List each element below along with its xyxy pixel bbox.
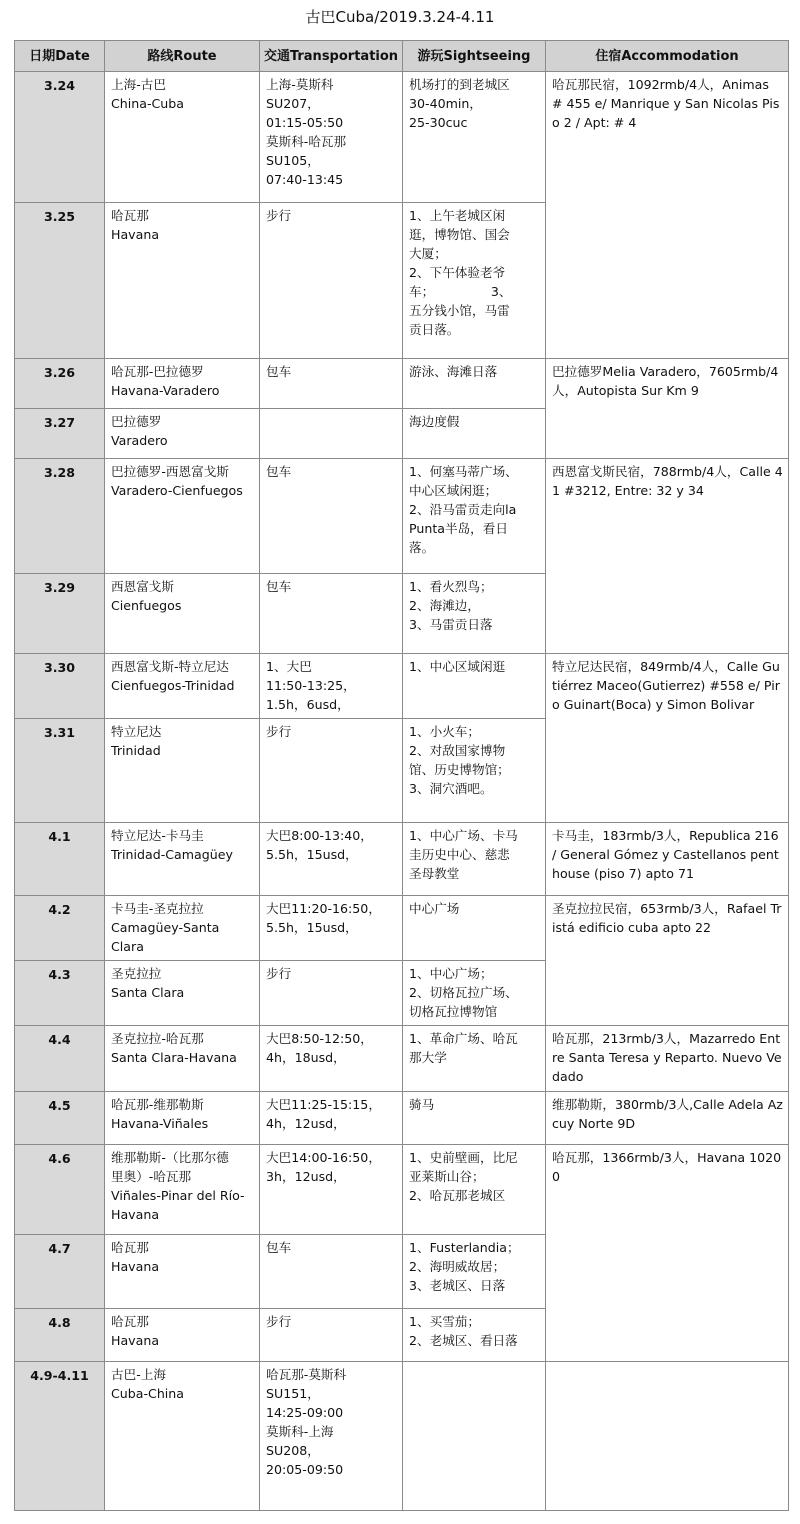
transport-cell-line: 上海-莫斯科 [266, 77, 334, 92]
accommodation-cell [546, 1026, 789, 1092]
transport-cell [260, 574, 403, 654]
date-cell [15, 1362, 105, 1511]
table-row [15, 1362, 789, 1511]
sightseeing-cell [403, 719, 546, 823]
date-text: 3.31 [43, 725, 76, 740]
sightseeing-cell-line: 2、下午体验老爷 [409, 265, 506, 280]
accommodation-text: 哈瓦那，1366rmb/3人，Havana 10200 [552, 1150, 782, 1184]
route-cell-line: 里奥）-哈瓦那 [111, 1169, 192, 1184]
sightseeing-cell [403, 1362, 546, 1511]
route-cell [105, 203, 260, 359]
date-text: 4.7 [48, 1241, 71, 1256]
route-cell-line: Havana-Viñales [111, 1116, 209, 1131]
transport-cell-line: 1、大巴 [266, 659, 312, 674]
route-cell-line: Camagüey-Santa [111, 920, 220, 935]
accommodation-text: 哈瓦那民宿，1092rmb/4人，Animas # 455 e/ Manrique y San Nicolas Piso 2 / Apt: # 4 [552, 77, 780, 130]
sightseeing-cell-line: 圭历史中心、慈悲 [409, 847, 510, 862]
route-cell-line: 圣克拉拉 [111, 966, 162, 981]
date-text: 3.29 [43, 580, 76, 595]
route-cell-line: China-Cuba [111, 96, 185, 111]
sightseeing-cell-line: 骑马 [409, 1097, 435, 1112]
route-cell-line: Cienfuegos-Trinidad [111, 678, 235, 693]
sightseeing-cell-line: 1、中心区域闲逛 [409, 659, 506, 674]
route-cell-line: 巴拉德罗 [111, 414, 162, 429]
sightseeing-cell [403, 654, 546, 719]
sightseeing-cell-line: 30-40min， [409, 96, 482, 111]
sightseeing-cell [403, 823, 546, 896]
route-cell [105, 1362, 260, 1511]
sightseeing-cell-line: 逛，博物馆、国会 [409, 227, 510, 242]
sightseeing-cell-line: 1、何塞马蒂广场、 [409, 464, 518, 479]
sightseeing-cell-line: 五分钱小馆，马雷 [409, 303, 510, 318]
route-cell [105, 409, 260, 459]
sightseeing-cell-line: 1、Fusterlandia； [409, 1240, 520, 1255]
accommodation-cell [546, 1362, 789, 1511]
sightseeing-cell-line: 中心广场 [409, 901, 460, 916]
transport-cell-line: 4h，12usd， [266, 1116, 346, 1131]
sightseeing-cell [403, 574, 546, 654]
date-cell [15, 459, 105, 574]
date-cell [15, 654, 105, 719]
sightseeing-cell-line: Punta半岛，看日 [409, 521, 508, 536]
transport-cell-line: 大巴8:50-12:50， [266, 1031, 373, 1046]
date-cell [15, 72, 105, 203]
date-cell [15, 823, 105, 896]
date-text: 4.9-4.11 [30, 1368, 89, 1383]
accommodation-cell [546, 1145, 789, 1362]
accommodation-text: 特立尼达民宿，849rmb/4人，Calle Gutiérrez Maceo(Gutierrez) #558 e/ Piro Guinart(Boca) y Simon Bolivar [552, 659, 780, 712]
sightseeing-cell-line: 2、海明威故居； [409, 1259, 506, 1274]
sightseeing-cell-line: 贡日落。 [409, 322, 460, 337]
transport-cell-line: 20:05-09:50 [266, 1462, 344, 1477]
transport-cell-line: 4h，18usd， [266, 1050, 346, 1065]
sightseeing-cell-line: 圣母教堂 [409, 866, 460, 881]
sightseeing-cell [403, 896, 546, 961]
route-cell-line: 哈瓦那-巴拉德罗 [111, 364, 204, 379]
route-cell-line: 哈瓦那 [111, 1240, 149, 1255]
sightseeing-cell-line: 大厦； [409, 246, 447, 261]
route-cell-line: Cienfuegos [111, 598, 182, 613]
route-cell [105, 823, 260, 896]
transport-cell [260, 1145, 403, 1235]
accommodation-text: 巴拉德罗Melia Varadero，7605rmb/4人，Autopista Sur Km 9 [552, 364, 779, 398]
route-cell-line: 西恩富戈斯-特立尼达 [111, 659, 229, 674]
sightseeing-cell [403, 1092, 546, 1145]
sightseeing-cell-line: 2、对敌国家博物 [409, 743, 506, 758]
accommodation-text: 哈瓦那，213rmb/3人，Mazarredo Entre Santa Teresa y Reparto. Nuevo Vedado [552, 1031, 782, 1084]
sightseeing-cell-line: 海边度假 [409, 414, 460, 429]
route-cell-line: 西恩富戈斯 [111, 579, 174, 594]
transport-cell-line: SU207， [266, 96, 320, 111]
transport-cell-line: 包车 [266, 579, 292, 594]
date-cell [15, 1026, 105, 1092]
transport-cell-line: 包车 [266, 364, 292, 379]
accommodation-text: 西恩富戈斯民宿，788rmb/4人，Calle 41 #3212, Entre: 32 y 34 [552, 464, 783, 498]
route-cell [105, 72, 260, 203]
transport-cell-line: 包车 [266, 1240, 292, 1255]
header-transport: 交通Transportation [260, 41, 403, 72]
route-cell-line: Clara [111, 939, 144, 954]
route-cell [105, 1145, 260, 1235]
route-cell-line: 哈瓦那 [111, 1314, 149, 1329]
transport-cell-line: 大巴14:00-16:50， [266, 1150, 381, 1165]
transport-cell [260, 961, 403, 1026]
itinerary-table [14, 40, 789, 1511]
date-cell [15, 574, 105, 654]
route-cell-line: 特立尼达-卡马圭 [111, 828, 204, 843]
sightseeing-cell-line: 1、看火烈鸟； [409, 579, 493, 594]
accommodation-text: 圣克拉拉民宿，653rmb/3人，Rafael Tristá edificio cuba apto 22 [552, 901, 782, 935]
transport-cell [260, 719, 403, 823]
route-cell-line: Havana-Varadero [111, 383, 220, 398]
sightseeing-cell [403, 1026, 546, 1092]
transport-cell [260, 823, 403, 896]
date-text: 4.5 [48, 1098, 71, 1113]
route-cell-line: Trinidad-Camagüey [111, 847, 233, 862]
table-row [15, 459, 789, 574]
transport-cell [260, 1235, 403, 1309]
date-text: 4.3 [48, 967, 71, 982]
route-cell-line: 哈瓦那-维那勒斯 [111, 1097, 204, 1112]
transport-cell-line: SU208， [266, 1443, 320, 1458]
date-cell [15, 409, 105, 459]
date-cell [15, 1235, 105, 1309]
transport-cell-line: 哈瓦那-莫斯科 [266, 1367, 347, 1382]
route-cell-line: Trinidad [111, 743, 161, 758]
sightseeing-cell-line: 2、老城区、看日落 [409, 1333, 518, 1348]
date-text: 3.24 [43, 78, 76, 93]
accommodation-cell [546, 359, 789, 459]
route-cell-line: 卡马圭-圣克拉拉 [111, 901, 204, 916]
transport-cell-line: 莫斯科-哈瓦那 [266, 134, 347, 149]
transport-cell-line: 步行 [266, 208, 292, 223]
route-cell-line: Havana [111, 1207, 160, 1222]
route-cell-line: Santa Clara-Havana [111, 1050, 237, 1065]
accommodation-cell [546, 459, 789, 654]
table-row [15, 823, 789, 896]
sightseeing-cell-line: 落。 [409, 540, 435, 555]
transport-cell-line: 01:15-05:50 [266, 115, 344, 130]
header-row [15, 41, 789, 72]
transport-cell-line: 5.5h，15usd， [266, 847, 358, 862]
sightseeing-cell-line: 1、史前壁画，比尼 [409, 1150, 518, 1165]
sightseeing-cell-line: 切格瓦拉博物馆 [409, 1004, 498, 1019]
sightseeing-cell-line: 1、中心广场； [409, 966, 493, 981]
sightseeing-cell [403, 459, 546, 574]
header-date: 日期Date [15, 41, 105, 72]
transport-cell-line: SU151， [266, 1386, 320, 1401]
route-cell-line: 哈瓦那 [111, 208, 149, 223]
transport-cell-line: 包车 [266, 464, 292, 479]
transport-cell [260, 896, 403, 961]
table-row [15, 654, 789, 719]
sightseeing-cell-line: 那大学 [409, 1050, 447, 1065]
sightseeing-cell-line: 1、小火车； [409, 724, 480, 739]
transport-cell [260, 409, 403, 459]
date-text: 3.28 [43, 465, 76, 480]
sightseeing-cell-line: 3、洞穴酒吧。 [409, 781, 493, 796]
route-cell [105, 459, 260, 574]
transport-cell-line: 14:25-09:00 [266, 1405, 344, 1420]
sightseeing-cell-line: 2、哈瓦那老城区 [409, 1188, 506, 1203]
sightseeing-cell [403, 1145, 546, 1235]
sightseeing-cell-line: 机场打的到老城区 [409, 77, 510, 92]
sightseeing-cell [403, 1309, 546, 1362]
header-route: 路线Route [105, 41, 260, 72]
route-cell-line: 古巴-上海 [111, 1367, 166, 1382]
sightseeing-cell-line: 中心区域闲逛； [409, 483, 498, 498]
transport-cell-line: 1.5h，6usd， [266, 697, 350, 712]
route-cell [105, 1235, 260, 1309]
route-cell-line: 维那勒斯-（比那尔德 [111, 1150, 229, 1165]
transport-cell-line: 5.5h，15usd， [266, 920, 358, 935]
route-cell-line: 圣克拉拉-哈瓦那 [111, 1031, 204, 1046]
date-text: 3.27 [43, 415, 76, 430]
table-row [15, 1026, 789, 1092]
accommodation-cell [546, 896, 789, 1026]
sightseeing-cell [403, 409, 546, 459]
date-text: 4.8 [48, 1315, 71, 1330]
route-cell-line: 巴拉德罗-西恩富戈斯 [111, 464, 229, 479]
sightseeing-cell [403, 72, 546, 203]
transport-cell-line: 步行 [266, 724, 292, 739]
route-cell-line: Havana [111, 1259, 160, 1274]
sightseeing-cell-line: 2、切格瓦拉广场、 [409, 985, 518, 1000]
date-cell [15, 203, 105, 359]
date-cell [15, 359, 105, 409]
route-cell-line: Havana [111, 227, 160, 242]
sightseeing-cell-line: 馆、历史博物馆； [409, 762, 510, 777]
sightseeing-cell-line: 1、革命广场、哈瓦 [409, 1031, 518, 1046]
transport-cell [260, 1362, 403, 1511]
transport-cell [260, 1309, 403, 1362]
date-cell [15, 896, 105, 961]
transport-cell-line: 07:40-13:45 [266, 172, 344, 187]
route-cell-line: Varadero [111, 433, 168, 448]
route-cell-line: Santa Clara [111, 985, 185, 1000]
table-row [15, 1092, 789, 1145]
accommodation-text: 卡马圭，183rmb/3人，Republica 216 / General Gómez y Castellanos penthouse (piso 7) apto 71 [552, 828, 779, 881]
table-row [15, 1145, 789, 1235]
header-accommodation: 住宿Accommodation [546, 41, 789, 72]
sightseeing-cell-line: 车； 3、 [409, 284, 512, 299]
sightseeing-cell-line: 25-30cuc [409, 115, 468, 130]
route-cell-line: 特立尼达 [111, 724, 162, 739]
date-text: 3.30 [43, 660, 76, 675]
route-cell [105, 574, 260, 654]
route-cell-line: Havana [111, 1333, 160, 1348]
route-cell-line: Varadero-Cienfuegos [111, 483, 243, 498]
sightseeing-cell-line: 3、马雷贡日落 [409, 617, 493, 632]
sightseeing-cell [403, 1235, 546, 1309]
transport-cell-line: 大巴11:20-16:50， [266, 901, 381, 916]
sightseeing-cell-line: 亚莱斯山谷； [409, 1169, 485, 1184]
sightseeing-cell-line: 3、老城区、日落 [409, 1278, 506, 1293]
transport-cell [260, 459, 403, 574]
transport-cell-line: 11:50-13:25， [266, 678, 356, 693]
sightseeing-cell [403, 203, 546, 359]
header-sightseeing: 游玩Sightseeing [403, 41, 546, 72]
date-text: 3.25 [43, 209, 76, 224]
table-row [15, 72, 789, 203]
sightseeing-cell [403, 359, 546, 409]
sightseeing-cell-line: 2、海滩边， [409, 598, 480, 613]
accommodation-cell [546, 1092, 789, 1145]
accommodation-cell [546, 72, 789, 359]
sightseeing-cell-line: 1、买雪茄； [409, 1314, 480, 1329]
route-cell [105, 1092, 260, 1145]
route-cell [105, 961, 260, 1026]
date-text: 4.4 [48, 1032, 71, 1047]
transport-cell [260, 654, 403, 719]
date-text: 4.6 [48, 1151, 71, 1166]
route-cell [105, 896, 260, 961]
route-cell [105, 1026, 260, 1092]
route-cell [105, 359, 260, 409]
transport-cell [260, 72, 403, 203]
page-title: 古巴Cuba/2019.3.24-4.11 [305, 8, 495, 26]
transport-cell-line: 大巴11:25-15:15， [266, 1097, 381, 1112]
route-cell-line: Viñales-Pinar del Río- [111, 1188, 245, 1203]
sightseeing-cell-line: 1、上午老城区闲 [409, 208, 506, 223]
route-cell-line: 上海-古巴 [111, 77, 166, 92]
sightseeing-cell [403, 961, 546, 1026]
sightseeing-cell-line: 2、沿马雷贡走向la [409, 502, 517, 517]
route-cell [105, 654, 260, 719]
date-text: 4.2 [48, 902, 71, 917]
table-row [15, 359, 789, 409]
sightseeing-cell-line: 游泳、海滩日落 [409, 364, 498, 379]
route-cell-line: Cuba-China [111, 1386, 185, 1401]
table-row [15, 896, 789, 961]
route-cell [105, 719, 260, 823]
accommodation-cell [546, 654, 789, 823]
route-cell [105, 1309, 260, 1362]
transport-cell-line: SU105， [266, 153, 320, 168]
accommodation-cell [546, 823, 789, 896]
sightseeing-cell-line: 1、中心广场、卡马 [409, 828, 518, 843]
transport-cell-line: 步行 [266, 966, 292, 981]
transport-cell-line: 莫斯科-上海 [266, 1424, 334, 1439]
transport-cell-line: 3h，12usd， [266, 1169, 346, 1184]
date-cell [15, 1309, 105, 1362]
date-cell [15, 961, 105, 1026]
date-text: 4.1 [48, 829, 71, 844]
transport-cell-line: 步行 [266, 1314, 292, 1329]
transport-cell-line: 大巴8:00-13:40， [266, 828, 373, 843]
accommodation-text: 维那勒斯，380rmb/3人,Calle Adela Azcuy Norte 9D [552, 1097, 783, 1131]
transport-cell [260, 203, 403, 359]
transport-cell [260, 1092, 403, 1145]
date-cell [15, 1092, 105, 1145]
date-cell [15, 1145, 105, 1235]
date-cell [15, 719, 105, 823]
date-text: 3.26 [43, 365, 76, 380]
transport-cell [260, 359, 403, 409]
transport-cell [260, 1026, 403, 1092]
